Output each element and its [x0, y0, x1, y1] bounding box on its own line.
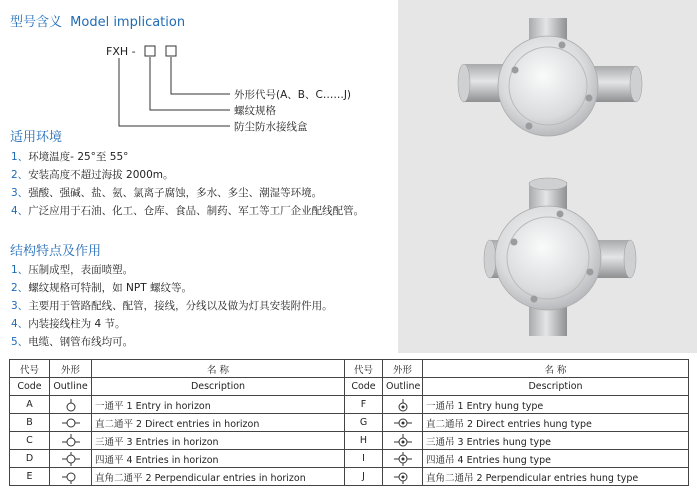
three-entry-hung-icon: [391, 434, 415, 448]
code-cell: E: [10, 468, 50, 486]
desc-cell: 四通平 4 Entries in horizon: [92, 450, 345, 468]
header-outline-en: Outline: [383, 378, 423, 396]
desc-cell: 一通吊 1 Entry hung type: [423, 396, 689, 414]
two-perpendicular-entry-icon: [59, 470, 83, 484]
header-outline-cn: 外形: [383, 360, 423, 378]
desc-cell: 直角二通平 2 Perpendicular entries in horizon: [92, 468, 345, 486]
two-direct-hung-icon: [391, 416, 415, 430]
legend-thread-spec: 螺纹规格: [234, 105, 276, 117]
desc-cell: 直二通吊 2 Direct entries hung type: [423, 414, 689, 432]
env-item-2: 2、安装高度不超过海拔 2000m。: [11, 169, 174, 181]
header-desc-cn: 名 称: [92, 360, 345, 378]
four-entry-icon: [59, 452, 83, 466]
three-entry-icon: [59, 434, 83, 448]
table-row: [10, 432, 689, 450]
code-cell: C: [10, 432, 50, 450]
junction-box-illustration: [398, 0, 697, 353]
desc-cell: 三通吊 3 Entries hung type: [423, 432, 689, 450]
header-code-en: Code: [10, 378, 50, 396]
code-cell: J: [345, 468, 383, 486]
env-heading: 适用环境: [10, 130, 63, 145]
header-outline-cn: 外形: [50, 360, 92, 378]
table-row: [10, 396, 689, 414]
two-direct-entry-icon: [59, 416, 83, 430]
four-entry-hung-icon: [391, 452, 415, 466]
model-prefix: FXH -: [106, 45, 136, 58]
three-way-box: [458, 18, 642, 136]
product-photo: [398, 0, 697, 353]
feature-item-4: 4、内装接线柱为 4 节。: [11, 318, 126, 330]
model-code-lines: [0, 0, 398, 140]
feature-item-3: 3、主要用于管路配线、配管，接线，分线以及做为灯具安装附件用。: [11, 300, 333, 312]
header-outline-en: Outline: [50, 378, 92, 396]
desc-cell: 一通平 1 Entry in horizon: [92, 396, 345, 414]
legend-outline-code: 外形代号(A、B、C……J): [234, 89, 352, 101]
two-perpendicular-hung-icon: [391, 470, 415, 484]
header-desc-en: Description: [92, 378, 345, 396]
desc-cell: 四通吊 4 Entries hung type: [423, 450, 689, 468]
feature-item-1: 1、压制成型，表面喷塑。: [11, 264, 134, 276]
env-item-3: 3、强酸、强碱、盐、氨、氯离子腐蚀，多水、多尘、潮湿等环境。: [11, 187, 323, 199]
desc-cell: 直二通平 2 Direct entries in horizon: [92, 414, 345, 432]
one-entry-icon: [59, 398, 83, 412]
table-row: [10, 414, 689, 432]
features-heading: 结构特点及作用: [10, 244, 102, 259]
header-desc-cn: 名 称: [423, 360, 689, 378]
table-header-row-en: [10, 378, 689, 396]
code-cell: A: [10, 396, 50, 414]
model-spec-table: [9, 359, 689, 486]
desc-cell: 三通平 3 Entries in horizon: [92, 432, 345, 450]
code-cell: B: [10, 414, 50, 432]
title-cn: 型号含义: [10, 15, 63, 30]
title-en: Model implication: [70, 15, 186, 30]
env-item-1: 1、环境温度- 25°至 55°: [11, 151, 129, 163]
legend-junction-box: 防尘防水接线盒: [234, 121, 308, 133]
feature-item-2: 2、螺纹规格可特制，如 NPT 螺纹等。: [11, 282, 192, 294]
env-item-4: 4、广泛应用于石油、化工、仓库、食品、制药、军工等工厂企业配线配管。: [11, 205, 365, 217]
table-row: [10, 468, 689, 486]
table-header-row-cn: [10, 360, 689, 378]
code-cell: I: [345, 450, 383, 468]
code-cell: D: [10, 450, 50, 468]
code-cell: H: [345, 432, 383, 450]
feature-item-5: 5、电缆、钢管布线均可。: [11, 336, 134, 348]
code-cell: G: [345, 414, 383, 432]
desc-cell: 直角二通吊 2 Perpendicular entries hung type: [423, 468, 689, 486]
one-entry-hung-icon: [391, 398, 415, 412]
code-cell: F: [345, 396, 383, 414]
four-way-box: [484, 178, 636, 336]
header-code-en: Code: [345, 378, 383, 396]
header-code-cn: 代号: [10, 360, 50, 378]
header-desc-en: Description: [423, 378, 689, 396]
header-code-cn: 代号: [345, 360, 383, 378]
table-row: [10, 450, 689, 468]
